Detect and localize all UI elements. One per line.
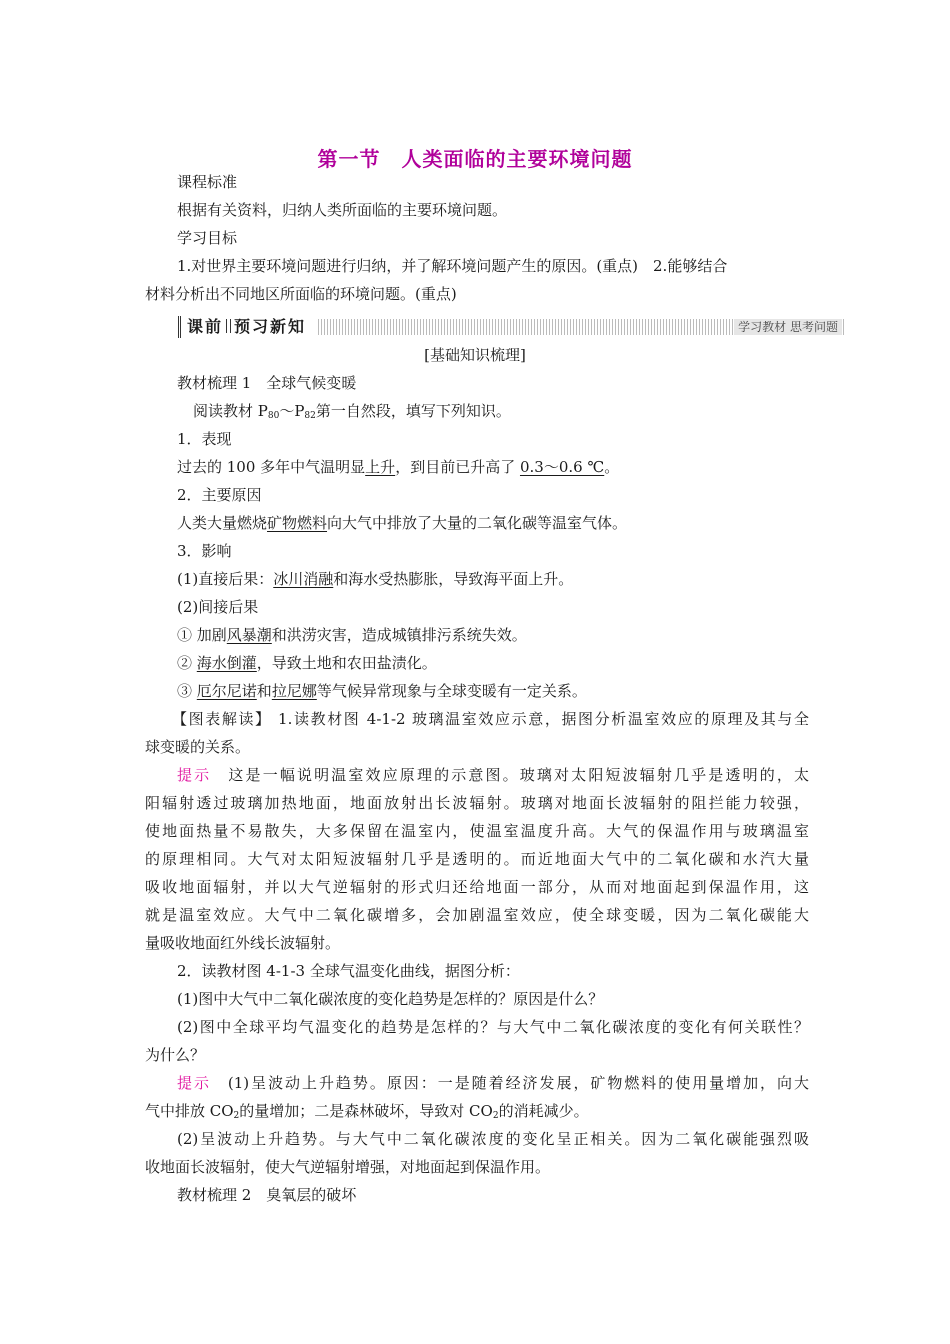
direct-text-a: (1)直接后果： xyxy=(177,570,274,588)
reading-text-a: 阅读教材 P xyxy=(193,402,268,420)
ind3-answer-1: 厄尔尼诺 xyxy=(196,682,257,700)
ind2-text-b: ，导致土地和农田盐渍化。 xyxy=(256,654,437,672)
s1-text-b: ，到目前已升高了 xyxy=(395,458,520,476)
hint-1-line3: 使地面热量不易散失，大多保留在温室内，使温室温度升高。大气的保温作用与玻璃温室 xyxy=(145,822,809,840)
ind2-answer: 海水倒灌 xyxy=(196,654,257,672)
chart-question-2-sub2-line2: 为什么？ xyxy=(145,1046,206,1064)
hint-1-line6: 就是温室效应。大气中二氧化碳增多，会加剧温室效应，使全球变暖，因为二氧化碳能大 xyxy=(145,906,809,924)
chart-question-1-line2: 球变暖的关系。 xyxy=(145,738,251,756)
indirect-item-2 xyxy=(177,653,841,673)
hint-2-line2-a: 气中排放 CO xyxy=(145,1102,234,1120)
hint-1-line5: 吸收地面辐射，并以大气逆辐射的形式归还给地面一部分，从而对地面起到保温作用，这 xyxy=(145,878,809,896)
direct-answer: 冰川消融 xyxy=(273,570,334,588)
hint-1-line1 xyxy=(177,765,809,785)
section-label: [基础知识梳理] xyxy=(424,346,526,364)
chart-question-1-line1: 【图表解读】 1.读教材图 4-1-2 玻璃温室效应示意，据图分析温室效应的原理及其与全 xyxy=(172,710,809,728)
banner-title xyxy=(178,316,306,338)
banner-separator xyxy=(226,319,231,333)
reading-page-from: 80 xyxy=(267,411,280,421)
s2-text xyxy=(177,513,841,533)
s2-text-a: 人类大量燃烧 xyxy=(177,514,268,532)
material2-heading: 教材梳理 2 臭氧层的破坏 xyxy=(177,1186,357,1204)
ind1-text-b: 和洪涝灾害，造成城镇排污系统失效。 xyxy=(271,626,527,644)
indirect-heading: (2)间接后果 xyxy=(177,598,259,616)
banner-part2: 预习新知 xyxy=(234,317,307,336)
s1-text-c: 。 xyxy=(604,458,620,476)
chart-question-2-sub1: (1)图中大气中二氧化碳浓度的变化趋势是怎样的？原因是什么？ xyxy=(177,990,604,1008)
course-standard-heading: 课程标准 xyxy=(177,173,238,191)
section-banner xyxy=(178,316,846,338)
ind3-text-b: 和 xyxy=(256,682,272,700)
ind2-text-a: ② xyxy=(177,654,197,672)
hint-2-label: 提示 xyxy=(177,1074,211,1092)
hint-1-line2: 阳辐射透过玻璃加热地面，地面放射出长波辐射。玻璃对地面长波辐射的阻拦能力较强， xyxy=(145,794,809,812)
ind1-answer: 风暴潮 xyxy=(226,626,272,644)
chart-question-2: 2．读教材图 4-1-3 全球气温变化曲线，据图分析： xyxy=(177,962,520,980)
co2-subscript-1: 2 xyxy=(233,1111,240,1121)
indirect-item-1 xyxy=(177,625,841,645)
s1-answer-2: 0.3～0.6 ℃ xyxy=(519,458,605,476)
hint-2-line2-c: 的消耗减少。 xyxy=(498,1102,589,1120)
hint-1-text: 这是一幅说明温室效应原理的示意图。玻璃对太阳短波辐射几乎是透明的，太 xyxy=(211,766,809,784)
hint-1-line7: 量吸收地面红外线长波辐射。 xyxy=(145,934,341,952)
learning-goals-heading: 学习目标 xyxy=(177,229,238,247)
course-standard-text: 根据有关资料，归纳人类所面临的主要环境问题。 xyxy=(177,201,508,219)
banner-right-label: 学习教材 思考问题 xyxy=(734,319,842,335)
ind3-text-c: 等气候异常现象与全球变暖有一定关系。 xyxy=(316,682,587,700)
s1-text xyxy=(177,457,841,477)
direct-effects xyxy=(177,569,841,589)
ind1-text-a: ① 加剧 xyxy=(177,626,227,644)
learning-goals-line1: 1.对世界主要环境问题进行归纳，并了解环境问题产生的原因。(重点) 2.能够结合 xyxy=(177,257,728,275)
direct-text-b: 和海水受热膨胀，导致海平面上升。 xyxy=(333,570,574,588)
reading-page-to: 82 xyxy=(304,411,316,421)
page-title: 第一节 人类面临的主要环境问题 xyxy=(317,147,633,171)
hint-2-p2-line2: 收地面长波辐射，使大气逆辐射增强，对地面起到保温作用。 xyxy=(145,1158,551,1176)
hint-2-line2-b: 的量增加；二是森林破坏，导致对 CO xyxy=(239,1102,493,1120)
hint-2-line2 xyxy=(145,1101,809,1126)
indirect-item-3 xyxy=(177,681,841,701)
material1-reading xyxy=(193,401,857,426)
s1-text-a: 过去的 100 多年中气温明显 xyxy=(177,458,366,476)
s2-answer: 矿物燃料 xyxy=(267,514,328,532)
reading-text-b: ～P xyxy=(279,402,305,420)
co2-subscript-2: 2 xyxy=(492,1111,499,1121)
s2-text-b: 向大气中排放了大量的二氧化碳等温室气体。 xyxy=(327,514,628,532)
learning-goals-line2: 材料分析出不同地区所面临的环境问题。(重点) xyxy=(145,285,457,303)
material1-heading: 教材梳理 1 全球气候变暖 xyxy=(177,374,357,392)
s2-heading: 2．主要原因 xyxy=(177,486,262,504)
s1-answer-1: 上升 xyxy=(365,458,396,476)
hint-2-p2-line1: (2)呈波动上升趋势。与大气中二氧化碳浓度的变化呈正相关。因为二氧化碳能强烈吸 xyxy=(177,1130,809,1148)
chart-question-2-sub2-line1: (2)图中全球平均气温变化的趋势是怎样的？与大气中二氧化碳浓度的变化有何关联性？ xyxy=(177,1018,809,1036)
reading-text-c: 第一自然段，填写下列知识。 xyxy=(315,402,511,420)
ind3-answer-2: 拉尼娜 xyxy=(271,682,317,700)
hint-label: 提示 xyxy=(177,766,212,784)
hint-1-line4: 的原理相同。大气对太阳短波辐射几乎是透明的。而近地面大气中的二氧化碳和水汽大量 xyxy=(145,850,809,868)
hint-2-line1 xyxy=(177,1073,809,1093)
ind3-text-a: ③ xyxy=(177,682,197,700)
banner-part1: 课前 xyxy=(187,317,224,336)
s1-heading: 1．表现 xyxy=(177,430,232,448)
hint-2-text: (1)呈波动上升趋势。原因：一是随着经济发展，矿物燃料的使用量增加，向大 xyxy=(210,1074,809,1092)
s3-heading: 3．影响 xyxy=(177,542,232,560)
